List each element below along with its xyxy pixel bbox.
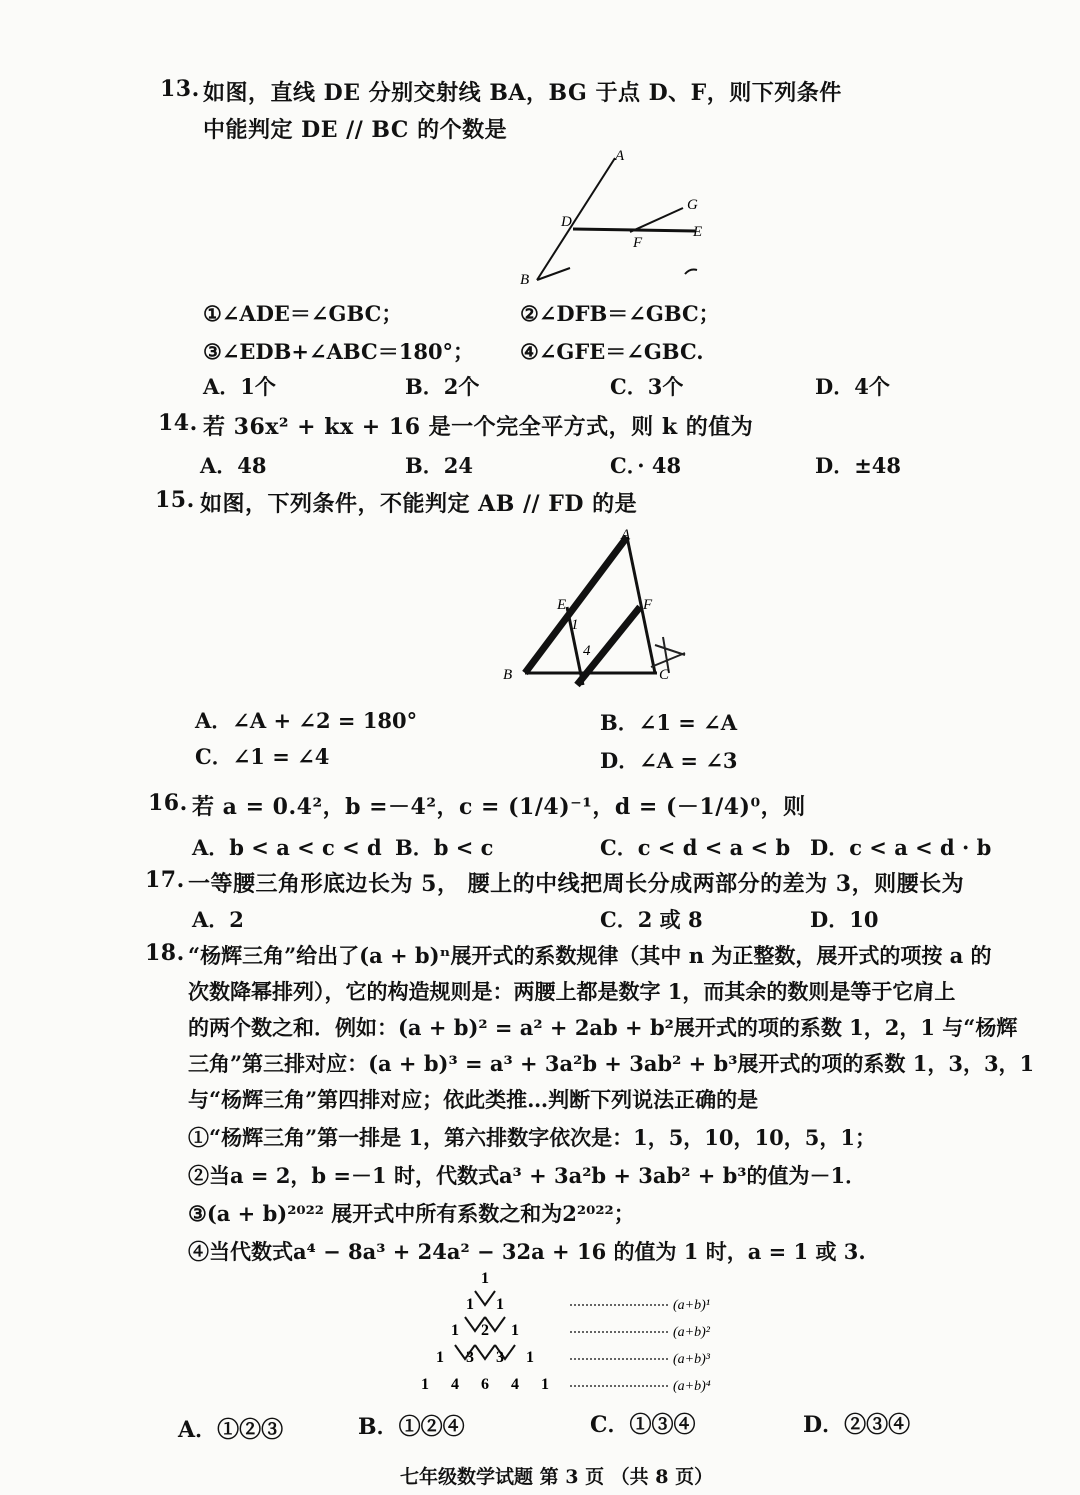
q18-line-1: “杨辉三角”给出了(a + b)ⁿ展开式的系数规律（其中 n 为正整数，展开式的项按 a 的 — [188, 943, 992, 968]
q16-option-b[interactable]: B．b < c — [395, 835, 494, 860]
expansion-label-4: (a+b)⁴ — [673, 1379, 711, 1394]
q13-condition-2: ②∠DFB＝∠GBC； — [520, 301, 720, 326]
q15-figure — [495, 525, 715, 695]
page-footer: 七年级数学试题 第 3 页 （共 8 页） — [400, 1466, 714, 1488]
triangle-row4-2: 3 — [466, 1349, 474, 1366]
q18-option-c[interactable]: C．①③④ — [590, 1412, 696, 1438]
q18-line-5: 与“杨辉三角”第四排对应；依此类推…判断下列说法正确的是 — [188, 1087, 759, 1112]
q18-option-b[interactable]: B．①②④ — [358, 1414, 465, 1440]
q15-label-4: 4 — [583, 643, 591, 659]
q17-option-a[interactable]: A．2 — [192, 907, 244, 932]
q13-option-b[interactable]: B．2个 — [405, 374, 480, 399]
q14-option-d[interactable]: D．±48 — [815, 453, 902, 478]
expansion-label-1: (a+b)¹ — [673, 1298, 710, 1313]
q17-number: 17. — [145, 867, 185, 893]
q13-stem-line1: 如图，直线 DE 分别交射线 BA，BG 于点 D、F，则下列条件 — [203, 80, 842, 106]
q13-option-c[interactable]: C．3个 — [610, 374, 684, 399]
q15-option-b[interactable]: B．∠1 = ∠A — [600, 710, 738, 735]
q18-number: 18. — [145, 940, 185, 966]
triangle-row5-2: 4 — [451, 1376, 459, 1393]
q13-label-d: D — [561, 214, 572, 230]
triangle-row3-1: 1 — [451, 1322, 459, 1339]
q15-label-e: E — [557, 597, 567, 613]
q13-number: 13. — [160, 76, 200, 102]
q14-option-c[interactable]: C．· 48 — [610, 453, 682, 478]
q15-label-f: F — [643, 597, 653, 613]
q13-condition-1: ①∠ADE＝∠GBC； — [203, 301, 403, 326]
triangle-row5-5: 1 — [541, 1376, 549, 1393]
q14-option-a[interactable]: A．48 — [200, 453, 267, 478]
q17-option-d[interactable]: D．10 — [810, 907, 879, 932]
q14-stem: 若 36x² + kx + 16 是一个完全平方式，则 k 的值为 — [203, 414, 754, 440]
q15-number: 15. — [155, 487, 195, 513]
triangle-row3-3: 1 — [511, 1322, 519, 1339]
q14-option-b[interactable]: B．24 — [405, 453, 473, 478]
q16-option-d[interactable]: D．c < a < d · b — [810, 835, 992, 860]
triangle-row5-4: 4 — [511, 1376, 519, 1393]
triangle-row5-3: 6 — [481, 1376, 489, 1393]
q17-option-c[interactable]: C．2 或 8 — [600, 907, 703, 932]
q18-statement-2: ②当a = 2，b =－1 时，代数式a³ + 3a²b + 3ab² + b³的值为－1． — [188, 1163, 867, 1188]
q18-option-d[interactable]: D．②③④ — [803, 1412, 911, 1438]
triangle-row4-3: 3 — [496, 1349, 504, 1366]
q13-label-g: G — [687, 197, 698, 213]
q16-number: 16. — [148, 790, 188, 816]
q15-label-c: C — [659, 667, 670, 683]
triangle-row3-2: 2 — [481, 1322, 489, 1339]
q18-statement-1: ①“杨辉三角”第一排是 1，第六排数字依次是：1，5，10，10，5，1； — [188, 1125, 876, 1150]
q18-line-2: 次数降幂排列），它的构造规则是：两腰上都是数字 1，而其余的数则是等于它肩上 — [188, 979, 956, 1004]
q15-label-b: B — [503, 667, 513, 683]
q17-stem: 一等腰三角形底边长为 5， 腰上的中线把周长分成两部分的差为 3，则腰长为 — [188, 871, 965, 897]
q13-label-f: F — [633, 235, 643, 251]
triangle-row4-1: 1 — [436, 1349, 444, 1366]
q16-option-c[interactable]: C．c < d < a < b — [600, 835, 791, 860]
q13-option-a[interactable]: A．1个 — [203, 374, 276, 399]
q18-option-a[interactable]: A．①②③ — [178, 1417, 284, 1443]
q15-label-a: A — [621, 527, 631, 543]
q18-line-3: 的两个数之和．例如：(a + b)² = a² + 2ab + b²展开式的项的系数 1，2，1 与“杨辉 — [188, 1015, 1018, 1040]
q16-option-a[interactable]: A．b < a < c < d — [192, 835, 382, 860]
q13-option-d[interactable]: D．4个 — [815, 374, 890, 399]
triangle-row4-4: 1 — [526, 1349, 534, 1366]
q15-label-1: 1 — [571, 617, 579, 633]
triangle-row5-1: 1 — [421, 1376, 429, 1393]
q13-condition-4: ④∠GFE＝∠GBC. — [520, 339, 704, 364]
yanghui-triangle-figure — [405, 1265, 745, 1395]
q15-option-a[interactable]: A．∠A + ∠2 = 180° — [195, 708, 418, 733]
triangle-row2-1: 1 — [466, 1296, 474, 1313]
q13-label-e: E — [693, 224, 703, 240]
q18-statement-3: ③(a + b)²⁰²² 展开式中所有系数之和为2²⁰²²； — [188, 1201, 635, 1226]
q13-stem-line2: 中能判定 DE // BC 的个数是 — [203, 117, 508, 143]
expansion-label-3: (a+b)³ — [673, 1352, 710, 1367]
expansion-label-2: (a+b)² — [673, 1325, 710, 1340]
q16-stem: 若 a = 0.4²，b =－4²，c = (1/4)⁻¹，d = (－1/4)⁰，则 — [192, 794, 806, 820]
q15-stem: 如图，下列条件，不能判定 AB // FD 的是 — [200, 491, 638, 517]
q15-option-d[interactable]: D．∠A = ∠3 — [600, 748, 738, 773]
q13-label-b: B — [520, 272, 530, 286]
q15-option-c[interactable]: C．∠1 = ∠4 — [195, 744, 330, 769]
q18-line-4: 三角”第三排对应：(a + b)³ = a³ + 3a²b + 3ab² + b³展开式的项的系数 1，3，3，1 — [188, 1051, 1035, 1076]
q18-statement-4: ④当代数式a⁴ − 8a³ + 24a² − 32a + 16 的值为 1 时，a = 1 或 3. — [188, 1239, 866, 1264]
q13-figure — [515, 146, 715, 286]
q14-number: 14. — [158, 410, 198, 436]
q13-label-a: A — [615, 148, 625, 164]
triangle-row2-2: 1 — [496, 1296, 504, 1313]
triangle-row1-1: 1 — [481, 1270, 489, 1287]
q13-condition-3: ③∠EDB+∠ABC＝180°； — [203, 339, 475, 364]
